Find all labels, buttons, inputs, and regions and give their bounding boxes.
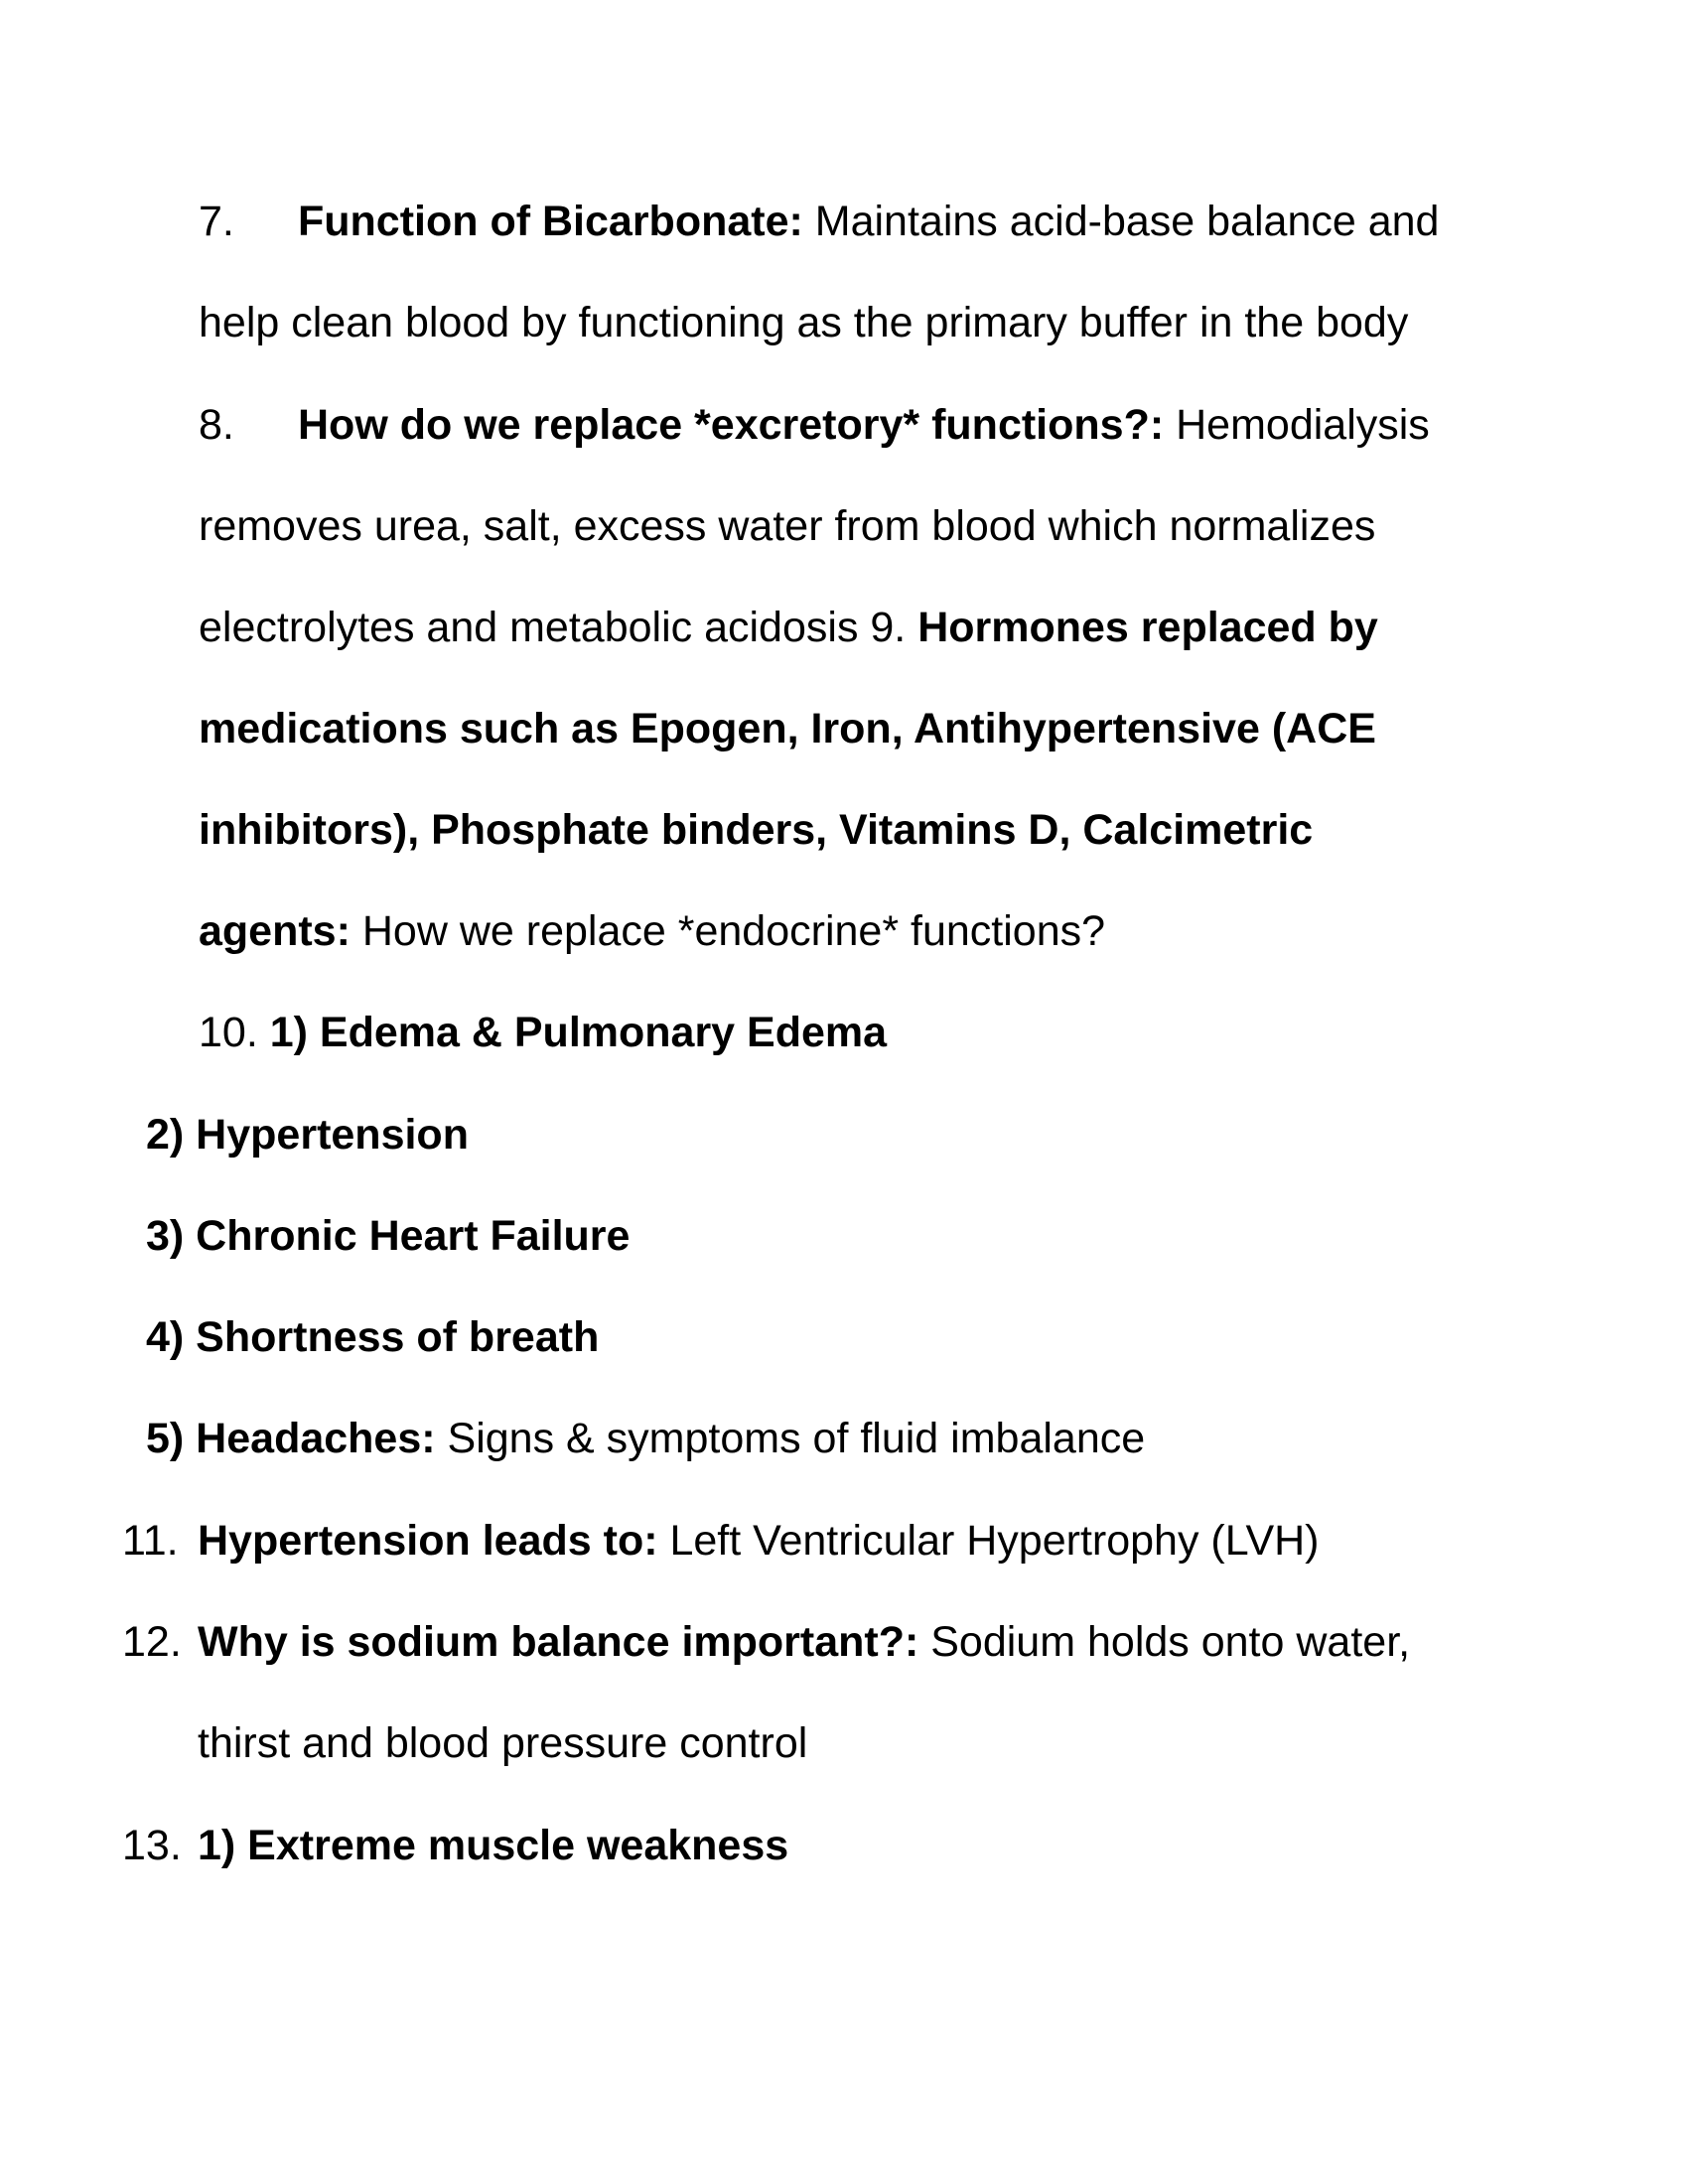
item-9-heading-b: medications such as Epogen, Iron, Antihypertensive (ACE [199,705,1376,752]
item-13-number: 13. [122,1822,182,1869]
item-8-text-b: removes urea, salt, excess water from blood which normalizes [199,502,1376,550]
item-12-heading: Why is sodium balance important?: [198,1618,919,1666]
item-10-line-5 [146,1414,1145,1463]
item-10-line-3 [146,1211,630,1261]
item-7-line-1 [199,197,1439,246]
item-9-line-4 [199,906,1105,956]
item-13-line-1 [122,1821,788,1870]
item-9-line-3 [199,805,1313,855]
item-8-number: 8. [199,401,234,449]
item-7-number: 7. [199,198,234,245]
item-8-text-c: electrolytes and metabolic acidosis 9. [199,604,918,651]
item-9-heading-c: inhibitors), Phosphate binders, Vitamins D, Calcimetric [199,806,1314,854]
item-7-line-2 [199,298,1408,347]
item-10-line-2 [146,1110,469,1160]
item-8-line-3 [199,603,1378,652]
item-8-line-2 [199,501,1375,551]
item-10-text: Signs & symptoms of fluid imbalance [435,1415,1146,1462]
item-12-number: 12. [122,1618,182,1666]
item-10-number: 10. [199,1009,270,1056]
item-9-text: How we replace *endocrine* functions? [350,907,1106,955]
item-12-text-a: Sodium holds onto water, [918,1618,1411,1666]
item-10-line-4 [146,1312,599,1362]
item-12-line-2 [198,1718,807,1768]
item-8-text-a: Hemodialysis [1164,401,1430,449]
item-10-symptom-4: 4) Shortness of breath [146,1313,600,1361]
item-10-symptom-2: 2) Hypertension [146,1111,469,1159]
item-7-heading: Function of Bicarbonate: [298,198,803,245]
item-10-symptom-3: 3) Chronic Heart Failure [146,1212,631,1260]
item-10-symptom-1: 1) Edema & Pulmonary Edema [269,1009,888,1056]
item-12-text-b: thirst and blood pressure control [198,1719,808,1767]
item-13-heading: 1) Extreme muscle weakness [198,1822,789,1869]
item-9-heading-d: agents: [199,907,351,955]
item-10-symptom-5: 5) Headaches: [146,1415,436,1462]
item-9-line-2 [199,704,1376,753]
item-11-number: 11. [122,1517,179,1565]
item-8-heading: How do we replace *excretory* functions?: [298,401,1165,449]
item-11-text: Left Ventricular Hypertrophy (LVH) [657,1517,1320,1565]
item-9-heading-a: Hormones replaced by [917,604,1378,651]
item-12-line-1 [122,1617,1410,1667]
item-11-heading: Hypertension leads to: [198,1517,658,1565]
item-7-text-a: Maintains acid-base balance and [802,198,1440,245]
item-10-line-1 [199,1008,887,1057]
item-11-line-1 [122,1516,1320,1566]
item-8-line-1 [199,400,1430,450]
item-7-text-b: help clean blood by functioning as the primary buffer in the body [199,299,1409,346]
